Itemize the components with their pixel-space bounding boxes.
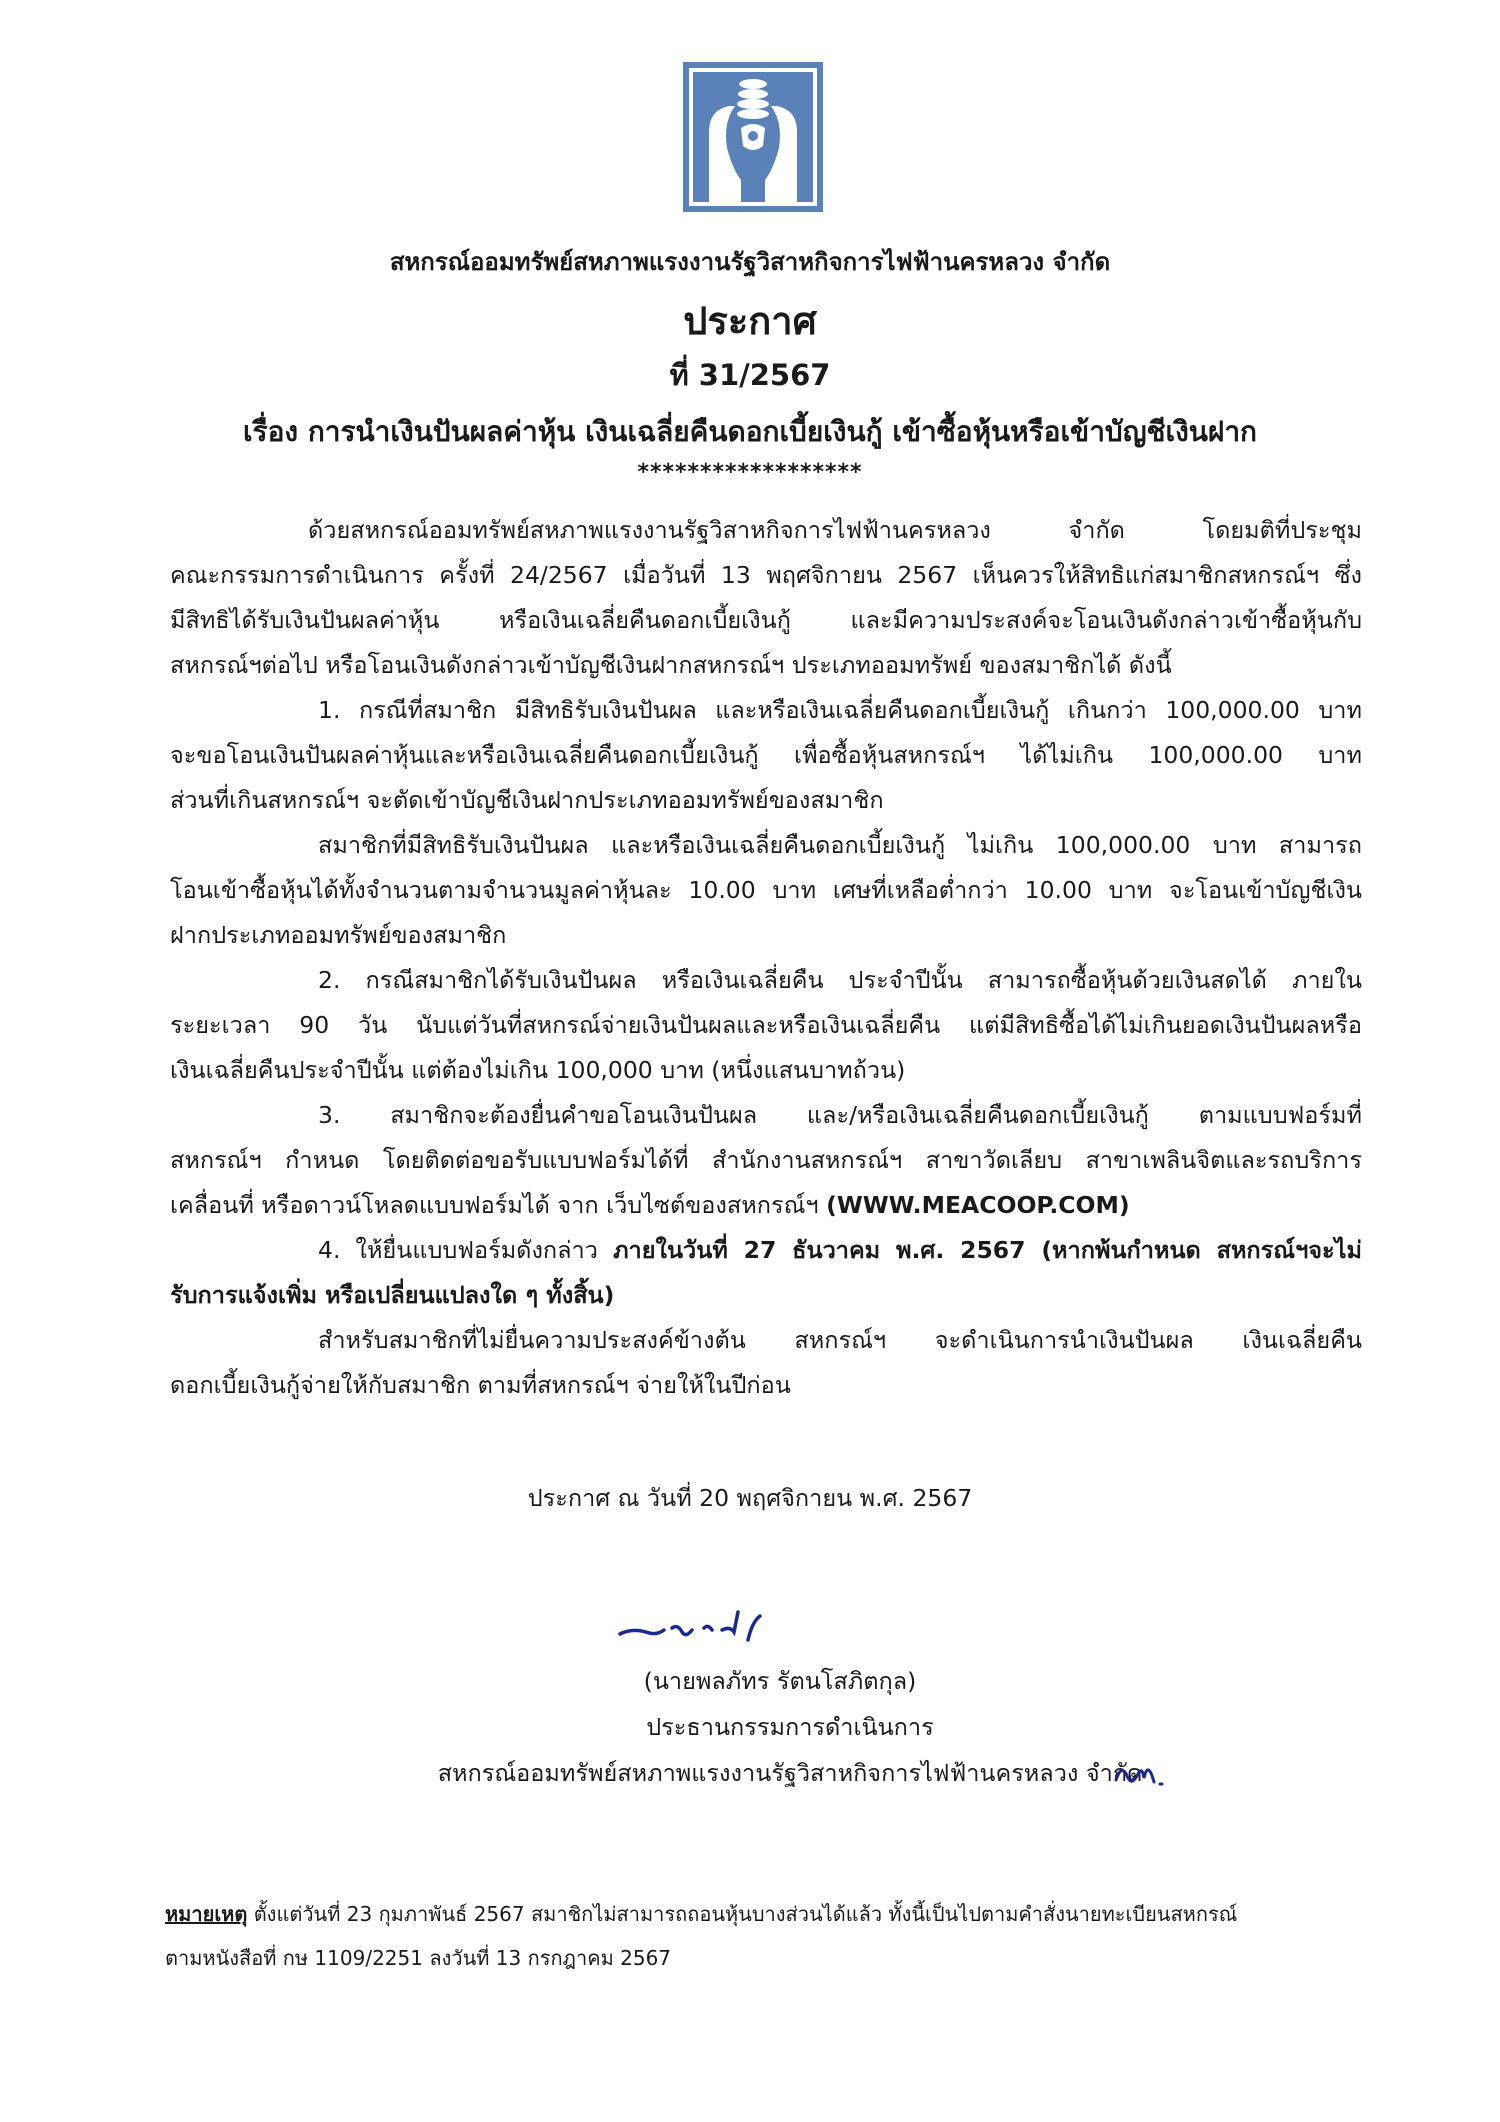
item3-line-2: สหกรณ์ฯ กำหนด โดยติดต่อขอรับแบบฟอร์มได้ที่ สำนักงานสหกรณ์ฯ สาขาวัดเลียบ สาขาเพลินจิตและรถบริการ <box>170 1146 1362 1174</box>
signatory-position: ประธานกรรมการดำเนินการ <box>646 1713 934 1741</box>
item1-line-1: 1. กรณีที่สมาชิก มีสิทธิรับเงินปันผล และหรือเงินเฉลี่ยคืนดอกเบี้ยเงินกู้ เกินกว่า 100,000.00 บาท <box>318 696 1362 724</box>
item4-line-1-text: 4. ให้ยื่นแบบฟอร์มดังกล่าว <box>318 1236 598 1264</box>
announcement-title: ประกาศ <box>683 299 817 343</box>
item4-deadline-cont: รับการแจ้งเพิ่ม หรือเปลี่ยนแปลงใด ๆ ทั้งสิ้น) <box>170 1281 615 1309</box>
remark-label: หมายเหตุ <box>165 1902 248 1926</box>
announcement-number: ที่ 31/2567 <box>669 358 831 392</box>
item1b-line-2: โอนเข้าซื้อหุ้นได้ทั้งจำนวนตามจำนวนมูลค่าหุ้นละ 10.00 บาท เศษที่เหลือต่ำกว่า 10.00 บาท จะโอนเข้าบัญชีเงิน <box>170 876 1362 904</box>
remark-line-1 <box>165 1892 1365 1936</box>
item2-line-3: เงินเฉลี่ยคืนประจำปีนั้น แต่ต้องไม่เกิน 100,000 บาท (หนึ่งแสนบาทถ้วน) <box>170 1056 906 1084</box>
remark-line-2: ตามหนังสือที่ กษ 1109/2251 ลงวันที่ 13 กรกฎาคม 2567 <box>165 1946 672 1970</box>
intro-line-2: คณะกรรมการดำเนินการ ครั้งที่ 24/2567 เมื่อวันที่ 13 พฤศจิกายน 2567 เห็นควรให้สิทธิแก่สมาชิกสหกรณ์ฯ ซึ่ง <box>170 561 1362 589</box>
item3-line-3-text: เคลื่อนที่ หรือดาวน์โหลดแบบฟอร์มได้ จาก เว็บไซต์ของสหกรณ์ฯ <box>170 1191 819 1219</box>
item3-line-1: 3. สมาชิกจะต้องยื่นคำขอโอนเงินปันผล และ/หรือเงินเฉลี่ยคืนดอกเบี้ยเงินกู้ ตามแบบฟอร์มที่ <box>318 1101 1362 1129</box>
remark-line-1-text: ตั้งแต่วันที่ 23 กุมภาพันธ์ 2567 สมาชิกไม่สามารถถอนหุ้นบางส่วนได้แล้ว ทั้งนี้เป็นไปตามคำสั่งนายทะเบียนสหกรณ์ <box>253 1902 1238 1926</box>
item4-deadline: ภายในวันที่ 27 ธันวาคม พ.ศ. 2567 (หากพ้นกำหนด สหกรณ์ฯจะไม่ <box>613 1236 1362 1264</box>
item2-line-1: 2. กรณีสมาชิกได้รับเงินปันผล หรือเงินเฉลี่ยคืน ประจำปีนั้น สามารถซื้อหุ้นด้วยเงินสดได้ ภายใน <box>318 966 1362 994</box>
announcement-date: ประกาศ ณ วันที่ 20 พฤศจิกายน พ.ศ. 2567 <box>527 1484 973 1512</box>
handwritten-signature-icon <box>612 1600 792 1650</box>
item1-line-3: ส่วนที่เกินสหกรณ์ฯ จะตัดเข้าบัญชีเงินฝากประเภทออมทรัพย์ของสมาชิก <box>170 786 884 814</box>
item2-line-2: ระยะเวลา 90 วัน นับแต่วันที่สหกรณ์จ่ายเงินปันผลและหรือเงินเฉลี่ยคืน แต่มีสิทธิซื้อได้ไม่เกินยอดเงินปันผลหรือ <box>170 1011 1362 1039</box>
signatory-organization: สหกรณ์ออมทรัพย์สหภาพแรงงานรัฐวิสาหกิจการไฟฟ้านครหลวง จำกัด <box>437 1759 1143 1787</box>
announcement-body <box>170 508 1362 1408</box>
item1-line-2: จะขอโอนเงินปันผลค่าหุ้นและหรือเงินเฉลี่ยคืนดอกเบี้ยเงินกู้ เพื่อซื้อหุ้นสหกรณ์ฯ ได้ไม่เกิน 100,000.00 บาท <box>170 741 1362 769</box>
intro-line-3: มีสิทธิได้รับเงินปันผลค่าหุ้น หรือเงินเฉลี่ยคืนดอกเบี้ยเงินกู้ และมีความประสงค์จะโอนเงินดังกล่าวเข้าซื้อหุ้นกับ <box>170 606 1362 634</box>
separator-stars: ****************** <box>637 460 863 485</box>
cooperative-logo-icon <box>683 62 823 212</box>
initials-mark-icon <box>1110 1752 1170 1792</box>
signatory-name: (นายพลภัทร รัตนโสภิตกุล) <box>643 1667 917 1695</box>
remark-section <box>165 1892 1365 1980</box>
organization-name: สหกรณ์ออมทรัพย์สหภาพแรงงานรัฐวิสาหกิจการไฟฟ้านครหลวง จำกัด <box>389 248 1111 276</box>
announcement-subject: เรื่อง การนำเงินปันผลค่าหุ้น เงินเฉลี่ยคืนดอกเบี้ยเงินกู้ เข้าซื้อหุ้นหรือเข้าบัญชีเงินฝาก <box>242 415 1258 448</box>
intro-line-4: สหกรณ์ฯต่อไป หรือโอนเงินดังกล่าวเข้าบัญชีเงินฝากสหกรณ์ฯ ประเภทออมทรัพย์ ของสมาชิกได้ ดังนี้ <box>170 651 1172 679</box>
closing-line-1: สำหรับสมาชิกที่ไม่ยื่นความประสงค์ข้างต้น สหกรณ์ฯ จะดำเนินการนำเงินปันผล เงินเฉลี่ยคืน <box>318 1326 1362 1354</box>
item3-line-3 <box>170 1183 1362 1228</box>
website-url: (WWW.MEACOOP.COM) <box>826 1191 1130 1219</box>
intro-line-1: ด้วยสหกรณ์ออมทรัพย์สหภาพแรงงานรัฐวิสาหกิจการไฟฟ้านครหลวง จำกัด โดยมติที่ประชุม <box>308 516 1362 544</box>
item1b-line-1: สมาชิกที่มีสิทธิรับเงินปันผล และหรือเงินเฉลี่ยคืนดอกเบี้ยเงินกู้ ไม่เกิน 100,000.00 บาท สามารถ <box>318 831 1362 859</box>
item1b-line-3: ฝากประเภทออมทรัพย์ของสมาชิก <box>170 921 507 949</box>
closing-line-2: ดอกเบี้ยเงินกู้จ่ายให้กับสมาชิก ตามที่สหกรณ์ฯ จ่ายให้ในปีก่อน <box>170 1371 791 1399</box>
item4-line-2 <box>170 1273 1362 1318</box>
item4-line-1 <box>170 1228 1362 1273</box>
